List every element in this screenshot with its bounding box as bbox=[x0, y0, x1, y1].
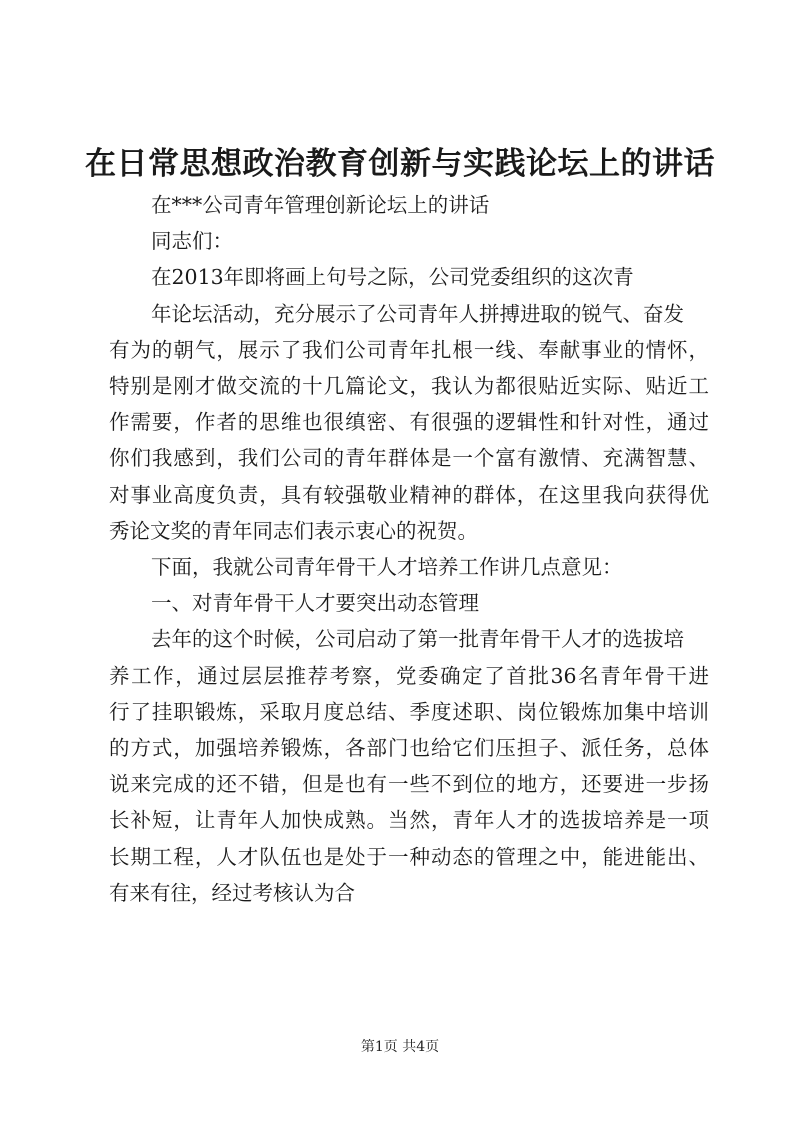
body-line: 去年的这个时候，公司启动了第一批青年骨干人才的选拔培 bbox=[151, 627, 684, 652]
body-line: 养工作，通过层层推荐考察，党委确定了首批36名青年骨干进 bbox=[109, 663, 709, 688]
body-line: 对事业高度负责，具有较强敬业精神的群体，在这里我向获得优 bbox=[109, 482, 709, 507]
body-line: 长期工程，人才队伍也是处于一种动态的管理之中，能进能出、 bbox=[109, 844, 709, 869]
body-line: 特别是刚才做交流的十几篇论文，我认为都很贴近实际、贴近工 bbox=[109, 374, 709, 399]
body-line: 有来有往，经过考核认为合 bbox=[109, 880, 355, 905]
salutation-line: 同志们： bbox=[151, 229, 233, 254]
subtitle-line: 在***公司青年管理创新论坛上的讲话 bbox=[151, 193, 490, 217]
body-line: 说来完成的还不错，但是也有一些不到位的地方，还要进一步扬 bbox=[109, 772, 709, 797]
body-line: 行了挂职锻炼，采取月度总结、季度述职、岗位锻炼加集中培训 bbox=[109, 699, 709, 724]
body-line: 长补短，让青年人加快成熟。当然，青年人才的选拔培养是一项 bbox=[109, 808, 709, 833]
page-number-footer: 第1页 共4页 bbox=[360, 1039, 440, 1055]
document-body bbox=[109, 187, 709, 911]
body-line: 下面，我就公司青年骨干人才培养工作讲几点意见： bbox=[151, 555, 623, 580]
body-line: 作需要，作者的思维也很缜密、有很强的逻辑性和针对性，通过 bbox=[109, 410, 709, 435]
body-line: 年论坛活动，充分展示了公司青年人拼搏进取的锐气、奋发 bbox=[151, 301, 684, 326]
body-line: 的方式，加强培养锻炼，各部门也给它们压担子、派任务，总体 bbox=[109, 736, 709, 761]
body-line: 在2013年即将画上句号之际，公司党委组织的这次青 bbox=[151, 265, 634, 290]
document-title: 在日常思想政治教育创新与实践论坛上的讲话 bbox=[85, 146, 715, 182]
section-heading: 一、对青年骨干人才要突出动态管理 bbox=[151, 591, 479, 616]
body-line: 有为的朝气，展示了我们公司青年扎根一线、奉献事业的情怀， bbox=[109, 337, 709, 362]
body-line: 秀论文奖的青年同志们表示衷心的祝贺。 bbox=[109, 518, 478, 543]
body-line: 你们我感到，我们公司的青年群体是一个富有激情、充满智慧、 bbox=[109, 446, 709, 471]
